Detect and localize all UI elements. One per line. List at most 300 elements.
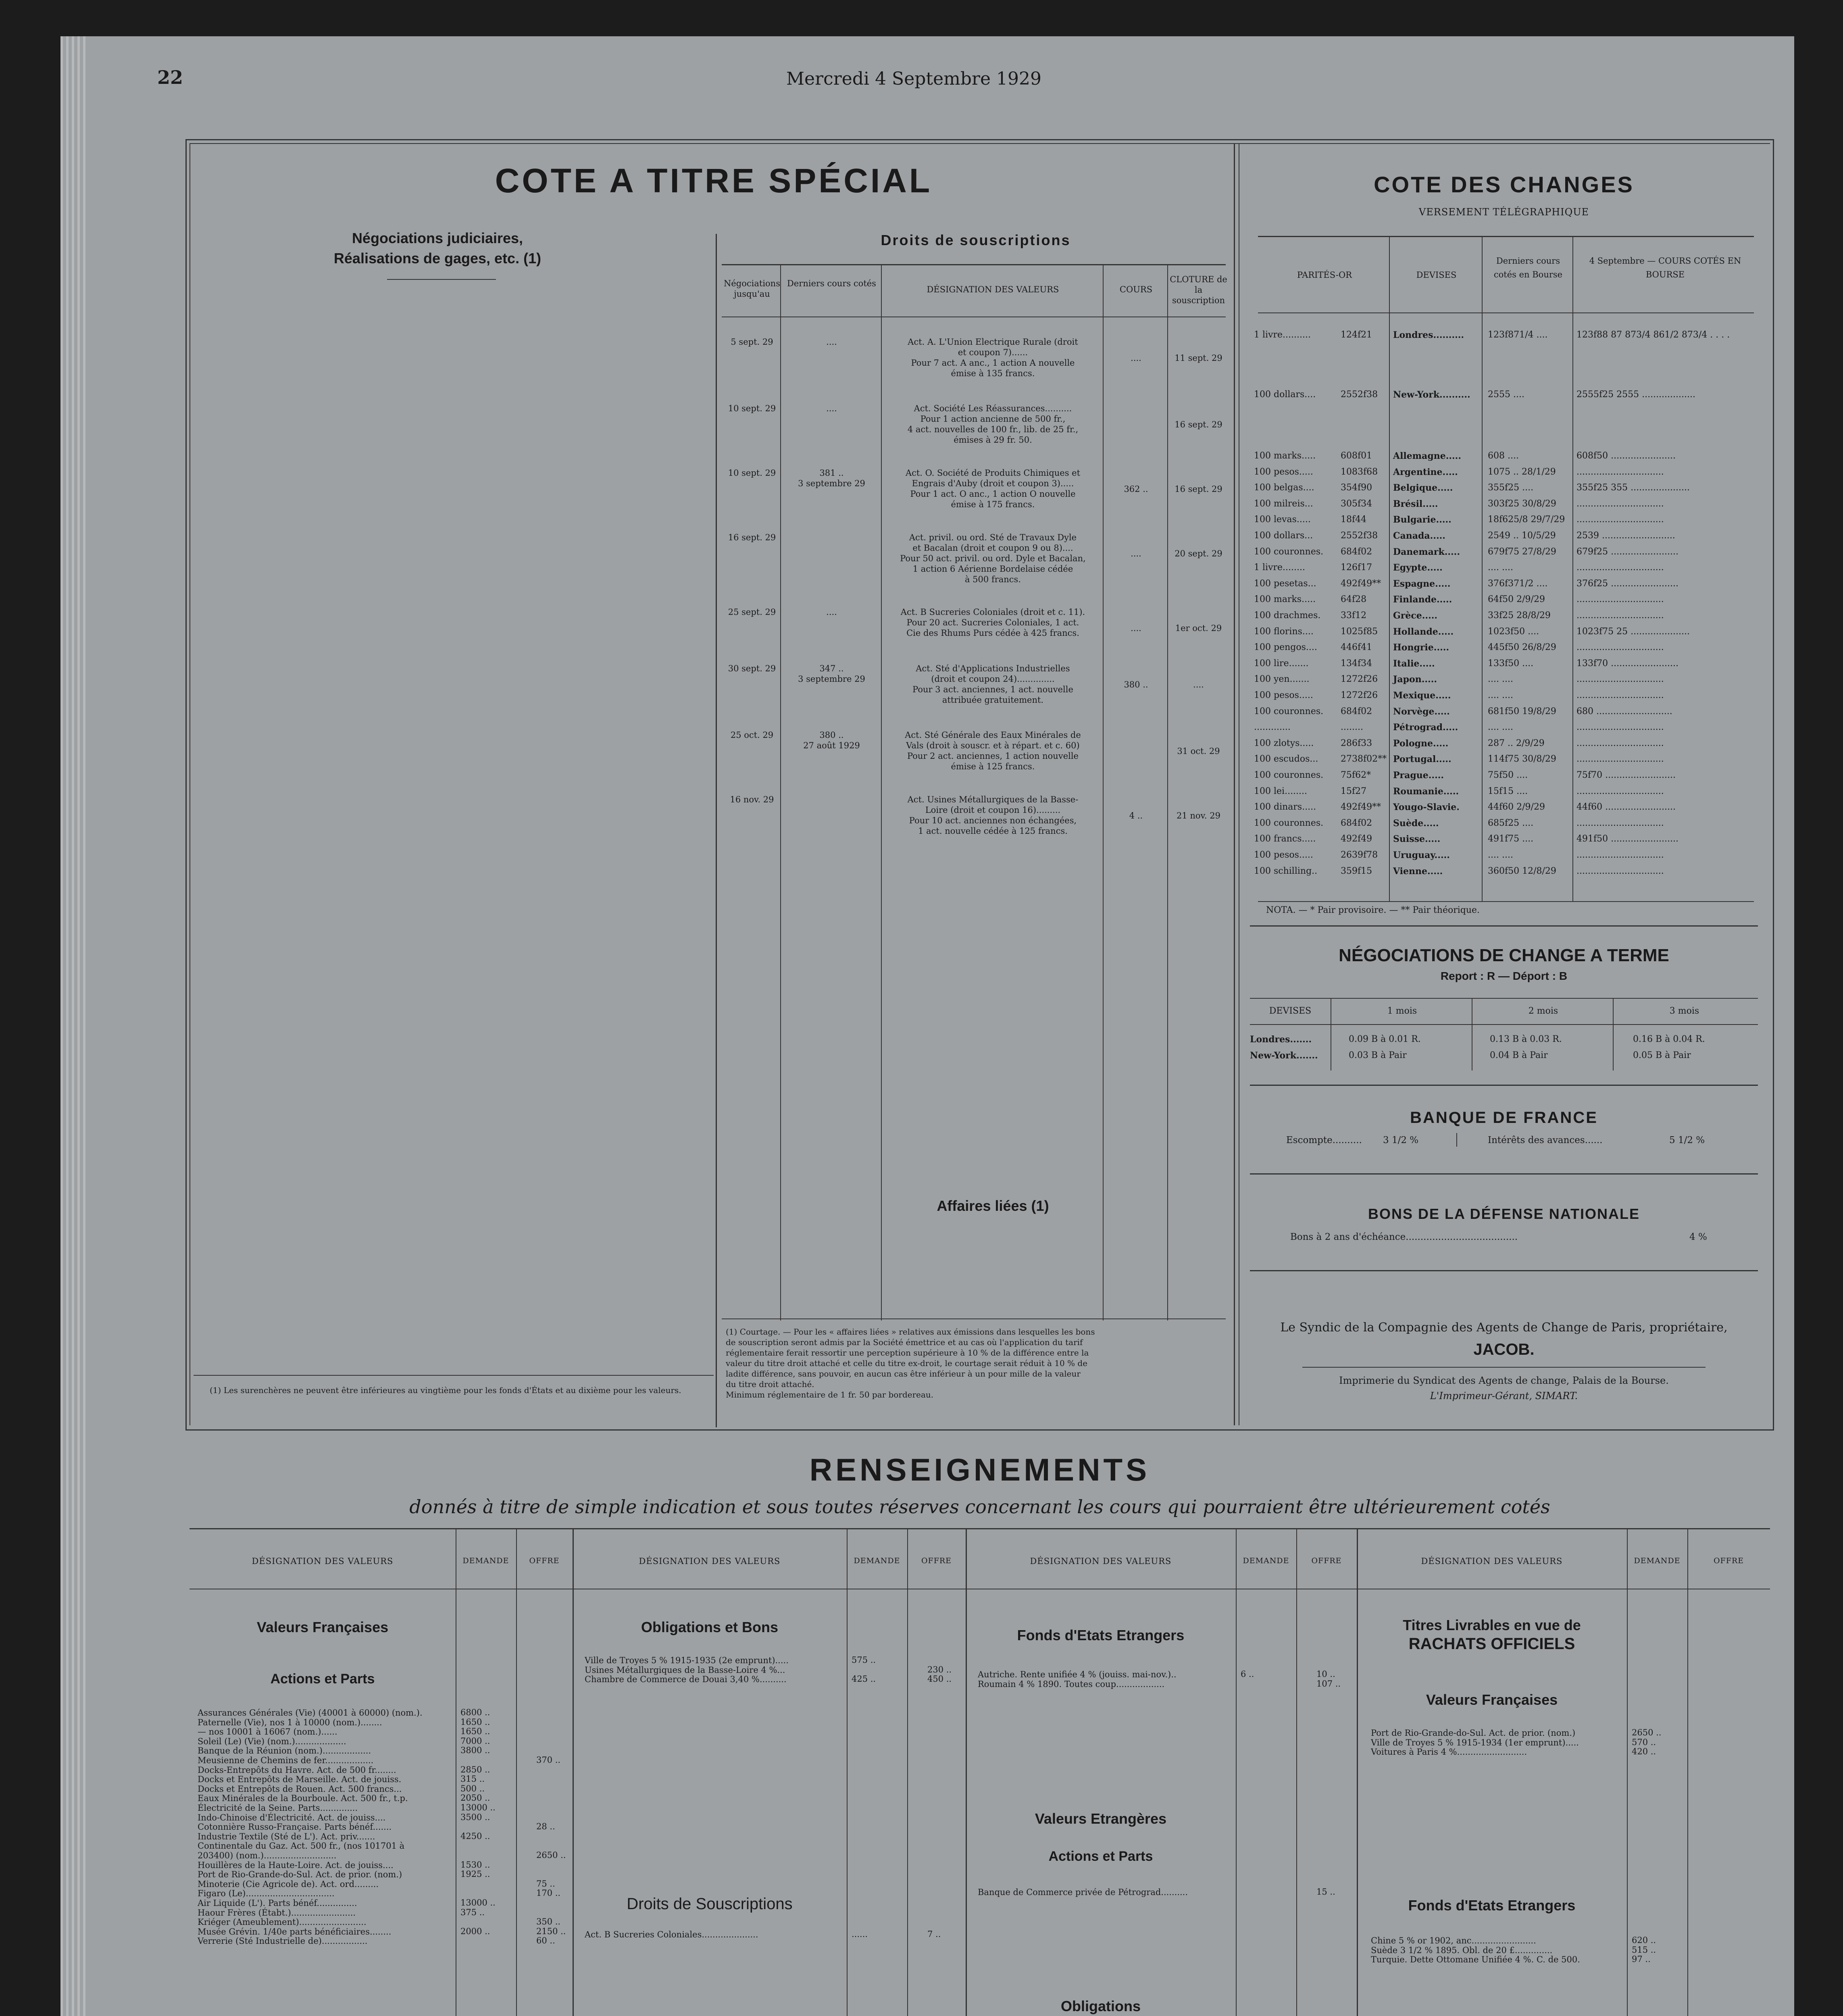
- changes-parite-unit: 100 pesos.....: [1254, 467, 1313, 477]
- changes-parite-unit: 100 couronnes.: [1254, 770, 1324, 780]
- changes-header: Derniers cours cotés en Bourse: [1493, 256, 1563, 279]
- changes-dernier: 445f50 26/8/29: [1488, 642, 1556, 653]
- droits-cote: ....: [1131, 549, 1141, 558]
- droits-designation: [885, 468, 1101, 510]
- table-rule: [1613, 998, 1614, 1070]
- rens-section: RACHATS OFFICIELS: [1408, 1635, 1575, 1653]
- changes-dernier: 679f75 27/8/29: [1488, 546, 1556, 557]
- rens-demande: 4250 ..: [460, 1831, 490, 1841]
- changes-cours: 44f60 .........................: [1576, 802, 1676, 812]
- droits-cloture: 31 oct. 29: [1177, 746, 1220, 756]
- changes-parite-value: 124f21: [1341, 330, 1372, 340]
- changes-cours: ...............................: [1576, 674, 1664, 685]
- changes-devise: Roumanie.....: [1393, 786, 1459, 797]
- droits-date: 25 oct. 29: [730, 730, 774, 740]
- changes-parite-value: 492f49**: [1341, 802, 1381, 812]
- terme-title: NÉGOCIATIONS DE CHANGE A TERME: [1339, 946, 1669, 965]
- rens-demande: 570 ..: [1632, 1737, 1656, 1747]
- droits-designation: [885, 730, 1101, 772]
- droits-designation: [885, 794, 1101, 836]
- changes-dernier: 608 ....: [1488, 451, 1519, 461]
- changes-dernier: 685f25 ....: [1488, 818, 1534, 828]
- changes-row: [1254, 483, 1750, 498]
- droits-designation-line: Act. A. L'Union Electrique Rurale (droit: [908, 337, 1078, 347]
- changes-cours: ...............................: [1576, 738, 1664, 748]
- rens-offre: 10 ..: [1316, 1669, 1335, 1679]
- droits-designation-line: 1 act. nouvelle cédée à 125 francs.: [918, 826, 1068, 836]
- rens-demande: 515 ..: [1632, 1945, 1656, 1955]
- droits-designation-line: Pour 20 act. Sucreries Coloniales, 1 act.: [906, 618, 1079, 627]
- droits-cote: ....: [1131, 623, 1141, 633]
- droits-designation-line: et Bacalan (droit et coupon 9 ou 8)....: [912, 543, 1073, 553]
- droits-date: 5 sept. 29: [731, 337, 773, 347]
- rens-header-demande: DEMANDE: [854, 1556, 900, 1565]
- terme-subtitle: Report : R — Déport : B: [1440, 970, 1568, 982]
- changes-dernier: 287 .. 2/9/29: [1488, 738, 1545, 748]
- changes-dernier: 15f15 ....: [1488, 786, 1528, 796]
- changes-dernier: 114f75 30/8/29: [1488, 754, 1556, 764]
- changes-cours: 123f88 87 873/4 861/2 873/4 . . . .: [1576, 330, 1730, 340]
- rens-designation: Docks et Entrepôts de Marseille. Act. de jouiss.: [198, 1774, 402, 1785]
- droits-designation-line: émise à 125 francs.: [951, 762, 1035, 771]
- changes-row: [1254, 579, 1750, 594]
- changes-cours: ...............................: [1576, 786, 1664, 796]
- rens-designation: Électricité de la Seine. Parts..............: [198, 1803, 358, 1813]
- changes-cours: ...............................: [1576, 690, 1664, 700]
- changes-dernier: .... ....: [1488, 690, 1513, 700]
- changes-row: [1254, 594, 1750, 610]
- table-rule: [722, 1318, 1226, 1319]
- rens-offre: 60 ..: [536, 1936, 555, 1946]
- table-rule: [190, 1528, 1770, 1529]
- top-rule: [185, 139, 1774, 140]
- changes-row: [1254, 674, 1750, 690]
- terme-1-mois: 0.09 B à 0.01 R.: [1349, 1034, 1421, 1044]
- table-rule: [1296, 1529, 1297, 2016]
- courtage-line: valeur du titre droit attaché et celle du titre ex-droit, le courtage serait réduit à 10 % de: [726, 1358, 1088, 1368]
- courtage-line: réglementaire ferait ressortir une perception supérieure à 10 % de la différence entre la: [726, 1348, 1089, 1358]
- droits-header: CLOTURE de la souscription: [1170, 275, 1227, 305]
- gerant-line: L'Imprimeur-Gérant, SIMART.: [1430, 1390, 1578, 1402]
- changes-parite-unit: 100 dinars.....: [1254, 802, 1316, 812]
- droits-date: 16 sept. 29: [728, 533, 776, 542]
- changes-dernier: 18f625/8 29/7/29: [1488, 514, 1565, 525]
- changes-parite-value: ........: [1341, 722, 1363, 733]
- top-rule: [190, 143, 1770, 144]
- droits-designation: [885, 607, 1101, 638]
- droits-designation-line: Pour 7 act. A anc., 1 action A nouvelle: [911, 358, 1075, 368]
- changes-devise: Belgique.....: [1393, 483, 1453, 494]
- changes-cours: 680 ...........................: [1576, 706, 1672, 716]
- table-rule: [1258, 901, 1754, 902]
- rens-demande: 575 ..: [852, 1655, 876, 1665]
- changes-parite-value: 684f02: [1341, 706, 1372, 716]
- rens-demande: 1650 ..: [460, 1717, 490, 1727]
- table-rule: [1103, 264, 1104, 1320]
- changes-header: DEVISES: [1416, 270, 1457, 280]
- rens-designation: Docks-Entrepôts du Havre. Act. de 500 fr........: [198, 1765, 396, 1775]
- droits-cloture: 20 sept. 29: [1175, 549, 1222, 558]
- negociations-note: (1) Les surenchères ne peuvent être inférieures au vingtième pour les fonds d'États et au dixième pour les valeurs.: [210, 1385, 681, 1395]
- droits-designation-line: à 500 francs.: [964, 575, 1021, 584]
- changes-row: [1254, 706, 1750, 722]
- terme-1-mois: 0.03 B à Pair: [1349, 1050, 1407, 1060]
- escompte-value: 3 1/2 %: [1383, 1135, 1419, 1145]
- rens-demande: 620 ..: [1632, 1935, 1656, 1945]
- changes-header: PARITÉS-OR: [1297, 270, 1352, 280]
- courtage-line: ladite différence, sans pouvoir, en aucun cas être inférieur à un pour mille de la valeur: [726, 1369, 1081, 1379]
- rens-subsection: Actions et Parts: [1048, 1849, 1153, 1864]
- rens-offre: 15 ..: [1316, 1887, 1335, 1897]
- section-rule: [1250, 1270, 1758, 1271]
- rens-demande: 6 ..: [1241, 1669, 1254, 1679]
- droits-header: COURS: [1119, 285, 1153, 294]
- rens-offre: 350 ..: [536, 1917, 561, 1927]
- rens-designation: Soleil (Le) (Vie) (nom.)...................: [198, 1736, 346, 1746]
- changes-devise: Prague.....: [1393, 770, 1444, 781]
- changes-cours: 355f25 355 .....................: [1576, 483, 1690, 493]
- changes-cours: 491f50 ........................: [1576, 834, 1678, 844]
- rens-designation: Suède 3 1/2 % 1895. Obl. de 20 £..............: [1371, 1945, 1553, 1955]
- droits-date: 10 sept. 29: [728, 468, 776, 478]
- rens-section: Fonds d'Etats Etrangers: [1408, 1897, 1576, 1914]
- changes-parite-unit: 100 dollars....: [1254, 389, 1316, 400]
- terme-header: 1 mois: [1387, 1006, 1417, 1016]
- droits-designation-line: Act. Usines Métallurgiques de la Basse-: [907, 795, 1079, 804]
- droits-cloture: 16 sept. 29: [1175, 420, 1222, 429]
- short-rule: [387, 279, 496, 280]
- changes-dernier: 355f25 ....: [1488, 483, 1534, 493]
- changes-parite-unit: 100 pesetas...: [1254, 578, 1316, 589]
- rens-offre: 230 ..: [927, 1664, 952, 1674]
- rens-demande: 425 ..: [852, 1674, 876, 1684]
- changes-title: COTE DES CHANGES: [1374, 172, 1634, 197]
- droits-designation-line: émises à 29 fr. 50.: [954, 435, 1032, 445]
- rens-designation: — nos 10001 à 16067 (nom.)......: [198, 1727, 337, 1737]
- changes-dernier: .... ....: [1488, 850, 1513, 860]
- column-rule: [1234, 143, 1235, 1425]
- changes-devise: Hongrie.....: [1393, 642, 1449, 653]
- changes-cours: 679f25 ........................: [1576, 546, 1678, 557]
- droits-header: Négociations jusqu'au: [724, 279, 780, 299]
- bons-label: Bons à 2 ans d'échéance......................................: [1290, 1232, 1518, 1242]
- changes-parite-unit: 100 marks.....: [1254, 594, 1316, 605]
- changes-dernier: 681f50 19/8/29: [1488, 706, 1556, 716]
- droits-cote: ....: [1131, 353, 1141, 363]
- rens-designation: Chine 5 % or 1902, anc........................: [1371, 1936, 1536, 1945]
- courtage-line: (1) Courtage. — Pour les « affaires liées » relatives aux émissions dans lesquelles les bons: [726, 1327, 1095, 1337]
- table-rule: [1236, 1529, 1237, 2016]
- terme-3-mois: 0.05 B à Pair: [1633, 1050, 1691, 1060]
- rens-offre: 170 ..: [536, 1888, 561, 1898]
- table-rule: [847, 1529, 848, 2016]
- rens-header-demande: DEMANDE: [1243, 1556, 1289, 1565]
- rens-designation: Roumain 4 % 1890. Toutes coup..................: [978, 1679, 1165, 1689]
- changes-parite-unit: 1 livre..........: [1254, 330, 1311, 340]
- changes-dernier: 33f25 28/8/29: [1488, 610, 1551, 621]
- changes-parite-unit: 100 belgas....: [1254, 483, 1314, 493]
- rens-demande: 3500 ..: [460, 1812, 490, 1822]
- rens-subsection: Valeurs Françaises: [1426, 1691, 1558, 1708]
- rens-offre: 7 ..: [927, 1929, 941, 1939]
- rens-designation: Ville de Troyes 5 % 1915-1934 (1er emprunt).....: [1371, 1737, 1579, 1747]
- avances-label: Intérêts des avances......: [1488, 1135, 1603, 1145]
- rens-header-designation: DÉSIGNATION DES VALEURS: [252, 1556, 394, 1566]
- rens-demande: 500 ..: [460, 1783, 485, 1793]
- changes-parite-value: 359f15: [1341, 866, 1372, 876]
- avances-value: 5 1/2 %: [1669, 1135, 1705, 1145]
- changes-row: [1254, 547, 1750, 562]
- rens-designation: 203400) (nom.)...........................: [198, 1851, 337, 1860]
- changes-devise: Vienne.....: [1393, 866, 1443, 877]
- changes-row: [1254, 467, 1750, 483]
- affaires-title: Affaires liées (1): [937, 1198, 1049, 1214]
- droits-designation-line: Act. Sté Générale des Eaux Minérales de: [905, 730, 1081, 740]
- droits-cloture: 1er oct. 29: [1175, 623, 1222, 633]
- table-rule: [1258, 236, 1754, 237]
- changes-row: [1254, 834, 1750, 850]
- escompte-label: Escompte..........: [1286, 1135, 1362, 1145]
- changes-dernier: 2549 .. 10/5/29: [1488, 531, 1556, 541]
- table-rule: [573, 1529, 574, 2016]
- changes-row: [1254, 389, 1750, 405]
- droits-cours: 380 .. 27 août 1929: [803, 730, 860, 750]
- changes-dernier: .... ....: [1488, 562, 1513, 573]
- droits-designation-line: Act. Société Les Réassurances..........: [914, 404, 1072, 413]
- changes-dernier: 2555 ....: [1488, 389, 1524, 400]
- droits-designation-line: Loire (droit et coupon 16).........: [925, 805, 1061, 815]
- changes-row: [1254, 514, 1750, 530]
- rens-header-demande: DEMANDE: [462, 1556, 509, 1565]
- droits-designation-line: attribuée gratuitement.: [942, 695, 1044, 705]
- page-edge: [60, 36, 63, 2016]
- syndic-name: JACOB.: [1473, 1341, 1535, 1358]
- changes-parite-value: 15f27: [1341, 786, 1367, 796]
- droits-cloture: 16 sept. 29: [1175, 484, 1222, 494]
- droits-designation: [885, 403, 1101, 445]
- courtage-line: du titre droit attaché.: [726, 1379, 814, 1389]
- rens-offre: 370 ..: [536, 1755, 561, 1765]
- droits-designation-line: émise à 135 francs.: [951, 369, 1035, 378]
- changes-row: [1254, 802, 1750, 818]
- droits-header: Derniers cours cotés: [787, 279, 876, 288]
- changes-devise: Danemark.....: [1393, 546, 1460, 557]
- droits-designation-line: Pour 2 act. anciennes, 1 action nouvelle: [907, 751, 1079, 761]
- changes-parite-value: 446f41: [1341, 642, 1372, 653]
- rens-demande: 420 ..: [1632, 1747, 1656, 1757]
- rens-designation: Industrie Textile (Sté de L'). Act. priv.......: [198, 1831, 375, 1841]
- changes-dernier: 1075 .. 28/1/29: [1488, 467, 1556, 477]
- changes-row: [1254, 627, 1750, 642]
- rens-designation: Minoterie (Cie Agricole de). Act. ord.........: [198, 1879, 379, 1889]
- page-edge: [72, 36, 74, 2016]
- rens-subtitle: donnés à titre de simple indication et sous toutes réserves concernant les cours qui pourraient être ultérieurement cotés: [409, 1496, 1550, 1518]
- rens-designation: Docks et Entrepôts de Rouen. Act. 500 francs...: [198, 1784, 402, 1794]
- changes-devise: Pétrograd.....: [1393, 722, 1458, 733]
- changes-row: [1254, 690, 1750, 706]
- rens-designation: Meusienne de Chemins de fer..................: [198, 1756, 374, 1765]
- changes-parite-value: 18f44: [1341, 514, 1367, 525]
- terme-header: 2 mois: [1528, 1006, 1558, 1016]
- page-number: 22: [157, 67, 183, 88]
- changes-cours: 75f70 .........................: [1576, 770, 1676, 780]
- table-rule: [907, 1529, 908, 2016]
- rens-demande: 1650 ..: [460, 1727, 490, 1737]
- changes-cours: ...............................: [1576, 754, 1664, 764]
- changes-parite-unit: 100 escudos...: [1254, 754, 1318, 764]
- rens-demande: 3800 ..: [460, 1745, 490, 1756]
- changes-parite-value: 2552f38: [1341, 531, 1378, 541]
- imprimerie-line: Imprimerie du Syndicat des Agents de change, Palais de la Bourse.: [1339, 1375, 1669, 1386]
- changes-dernier: 376f371/2 ....: [1488, 578, 1548, 589]
- changes-devise: Portugal.....: [1393, 754, 1451, 765]
- rens-header-designation: DÉSIGNATION DES VALEURS: [1421, 1556, 1563, 1566]
- rens-demande: 13000 ..: [460, 1898, 496, 1908]
- droits-title: Droits de souscriptions: [881, 232, 1071, 248]
- changes-cours: ...............................: [1576, 498, 1664, 509]
- terme-devise: New-York.......: [1250, 1050, 1318, 1061]
- changes-dernier: 303f25 30/8/29: [1488, 498, 1556, 509]
- changes-cours: ...............................: [1576, 722, 1664, 733]
- droits-cours: ....: [826, 337, 837, 347]
- changes-row: [1254, 610, 1750, 626]
- changes-row: [1254, 850, 1750, 866]
- rens-demande: 97 ..: [1632, 1954, 1651, 1964]
- rens-designation: Eaux Minérales de la Bourboule. Act. 500 fr., t.p.: [198, 1793, 408, 1804]
- rens-section: Fonds d'Etats Etrangers: [1017, 1627, 1185, 1643]
- rens-header-offre: OFFRE: [1713, 1556, 1744, 1565]
- rens-demande: 2650 ..: [1632, 1728, 1662, 1737]
- changes-dernier: 75f50 ....: [1488, 770, 1528, 780]
- changes-devise: Londres..........: [1393, 330, 1464, 340]
- page-date: Mercredi 4 Septembre 1929: [786, 69, 1042, 89]
- rens-designation: Haour Frères (Étabt.)........................: [198, 1908, 356, 1918]
- changes-cours: ...............................: [1576, 594, 1664, 605]
- droits-cote: 380 ..: [1124, 680, 1148, 689]
- changes-devise: Japon.....: [1393, 674, 1437, 685]
- page-edge: [83, 36, 85, 2016]
- droits-designation-line: Pour 1 action ancienne de 500 fr.,: [920, 414, 1066, 424]
- courtage-line: Minimum réglementaire de 1 fr. 50 par bordereau.: [726, 1390, 934, 1400]
- changes-devise: Yougo-Slavie.: [1393, 802, 1460, 813]
- imprint-rule: [1302, 1367, 1706, 1368]
- changes-devise: Espagne.....: [1393, 578, 1451, 589]
- changes-parite-value: 492f49**: [1341, 578, 1381, 589]
- changes-parite-unit: 100 couronnes.: [1254, 546, 1324, 557]
- changes-dernier: 64f50 2/9/29: [1488, 594, 1545, 605]
- changes-dernier: 1023f50 ....: [1488, 626, 1539, 637]
- rens-offre: 75 ..: [536, 1879, 555, 1889]
- changes-row: [1254, 754, 1750, 770]
- changes-header: 4 Septembre — COURS COTÉS EN BOURSE: [1589, 256, 1741, 279]
- rens-designation: Cotonnière Russo-Française. Parts bénéf.......: [198, 1822, 392, 1832]
- rens-section: Titres Livrables en vue de: [1403, 1617, 1581, 1633]
- changes-nota: NOTA. — * Pair provisoire. — ** Pair théorique.: [1266, 905, 1480, 915]
- changes-cours: ...............................: [1576, 610, 1664, 621]
- syndic-line: Le Syndic de la Compagnie des Agents de Change de Paris, propriétaire,: [1280, 1320, 1728, 1335]
- changes-parite-unit: 100 florins....: [1254, 626, 1314, 637]
- changes-subtitle: VERSEMENT TÉLÉGRAPHIQUE: [1418, 206, 1589, 218]
- changes-devise: Finlande.....: [1393, 594, 1452, 605]
- changes-parite-value: 2552f38: [1341, 389, 1378, 400]
- changes-devise: Egypte.....: [1393, 562, 1443, 573]
- rens-offre: 28 ..: [536, 1822, 555, 1832]
- changes-parite-value: 2639f78: [1341, 850, 1378, 860]
- rens-designation: Paternelle (Vie), nos 1 à 10000 (nom.)........: [198, 1717, 382, 1727]
- changes-cours: 2555f25 2555 ...................: [1576, 389, 1695, 400]
- rens-section: Obligations et Bons: [641, 1619, 778, 1635]
- table-rule: [1687, 1529, 1688, 2016]
- changes-parite-unit: 100 pesos.....: [1254, 850, 1313, 860]
- rens-designation: Ville de Troyes 5 % 1915-1935 (2e emprunt).....: [585, 1656, 789, 1665]
- changes-row: [1254, 738, 1750, 754]
- droits-date: 10 sept. 29: [728, 404, 776, 413]
- changes-cours: ...............................: [1576, 467, 1664, 477]
- changes-devise: Argentine.....: [1393, 467, 1458, 477]
- rens-section: Droits de Souscriptions: [627, 1895, 793, 1913]
- note-rule: [194, 1375, 714, 1376]
- droits-header: DÉSIGNATION DES VALEURS: [927, 285, 1059, 294]
- banque-title: BANQUE DE FRANCE: [1410, 1109, 1598, 1127]
- right-rule: [1773, 139, 1774, 1429]
- rens-demande: ......: [852, 1929, 868, 1939]
- droits-designation-line: Pour 50 act. privil. ou ord. Dyle et Bacalan,: [900, 554, 1086, 563]
- courtage-line: de souscription seront admis par la Société émettrice et au cas où l'application du tarif: [726, 1337, 1083, 1347]
- droits-cours: 347 .. 3 septembre 29: [798, 664, 865, 684]
- droits-designation-line: 4 act. nouvelles de 100 fr., lib. de 25 fr.,: [907, 425, 1079, 434]
- rens-section: Obligations: [1061, 1998, 1141, 2014]
- table-rule: [1167, 264, 1168, 1320]
- table-rule: [1250, 1024, 1758, 1025]
- changes-parite-unit: 100 zlotys.....: [1254, 738, 1314, 748]
- terme-header: DEVISES: [1269, 1006, 1312, 1016]
- rens-section: Valeurs Françaises: [256, 1619, 389, 1635]
- rens-designation: Figaro (Le).................................: [198, 1889, 335, 1899]
- changes-dernier: 123f871/4 ....: [1488, 330, 1548, 340]
- changes-devise: Hollande.....: [1393, 626, 1454, 637]
- droits-date: 16 nov. 29: [730, 795, 774, 804]
- rens-demande: 2050 ..: [460, 1793, 490, 1803]
- terme-header: 3 mois: [1669, 1006, 1699, 1016]
- changes-parite-value: 134f34: [1341, 658, 1372, 669]
- rens-designation: Continentale du Gaz. Act. 500 fr., (nos 101701 à: [198, 1841, 405, 1851]
- rens-designation: Act. B Sucreries Coloniales.....................: [585, 1930, 758, 1939]
- rens-header-offre: OFFRE: [1311, 1556, 1342, 1565]
- rens-offre: 450 ..: [927, 1674, 952, 1684]
- changes-parite-value: 1272f26: [1341, 674, 1378, 685]
- negociations-title: Négociations judiciaires,: [352, 230, 523, 246]
- left-rule: [185, 139, 187, 1429]
- changes-cours: 1023f75 25 .....................: [1576, 626, 1690, 637]
- changes-dernier: 44f60 2/9/29: [1488, 802, 1545, 812]
- changes-row: [1254, 562, 1750, 578]
- rens-designation: Chambre de Commerce de Douai 3,40 %..........: [585, 1674, 787, 1685]
- droits-cloture: 11 sept. 29: [1175, 353, 1222, 363]
- rens-demande: 7000 ..: [460, 1736, 490, 1746]
- rens-designation: Voitures à Paris 4 %..........................: [1371, 1747, 1527, 1757]
- section-rule: [185, 1429, 1774, 1431]
- cote-title: COTE A TITRE SPÉCIAL: [495, 162, 933, 200]
- changes-parite-value: 2738f02**: [1341, 754, 1387, 764]
- changes-row: [1254, 770, 1750, 786]
- changes-row: [1254, 658, 1750, 674]
- droits-designation-line: Act. O. Société de Produits Chimiques et: [905, 468, 1081, 478]
- rens-offre: 2150 ..: [536, 1926, 566, 1936]
- changes-row: [1254, 330, 1750, 346]
- changes-dernier: .... ....: [1488, 722, 1513, 733]
- changes-parite-value: 684f02: [1341, 546, 1372, 557]
- droits-cote: 362 ..: [1124, 484, 1148, 494]
